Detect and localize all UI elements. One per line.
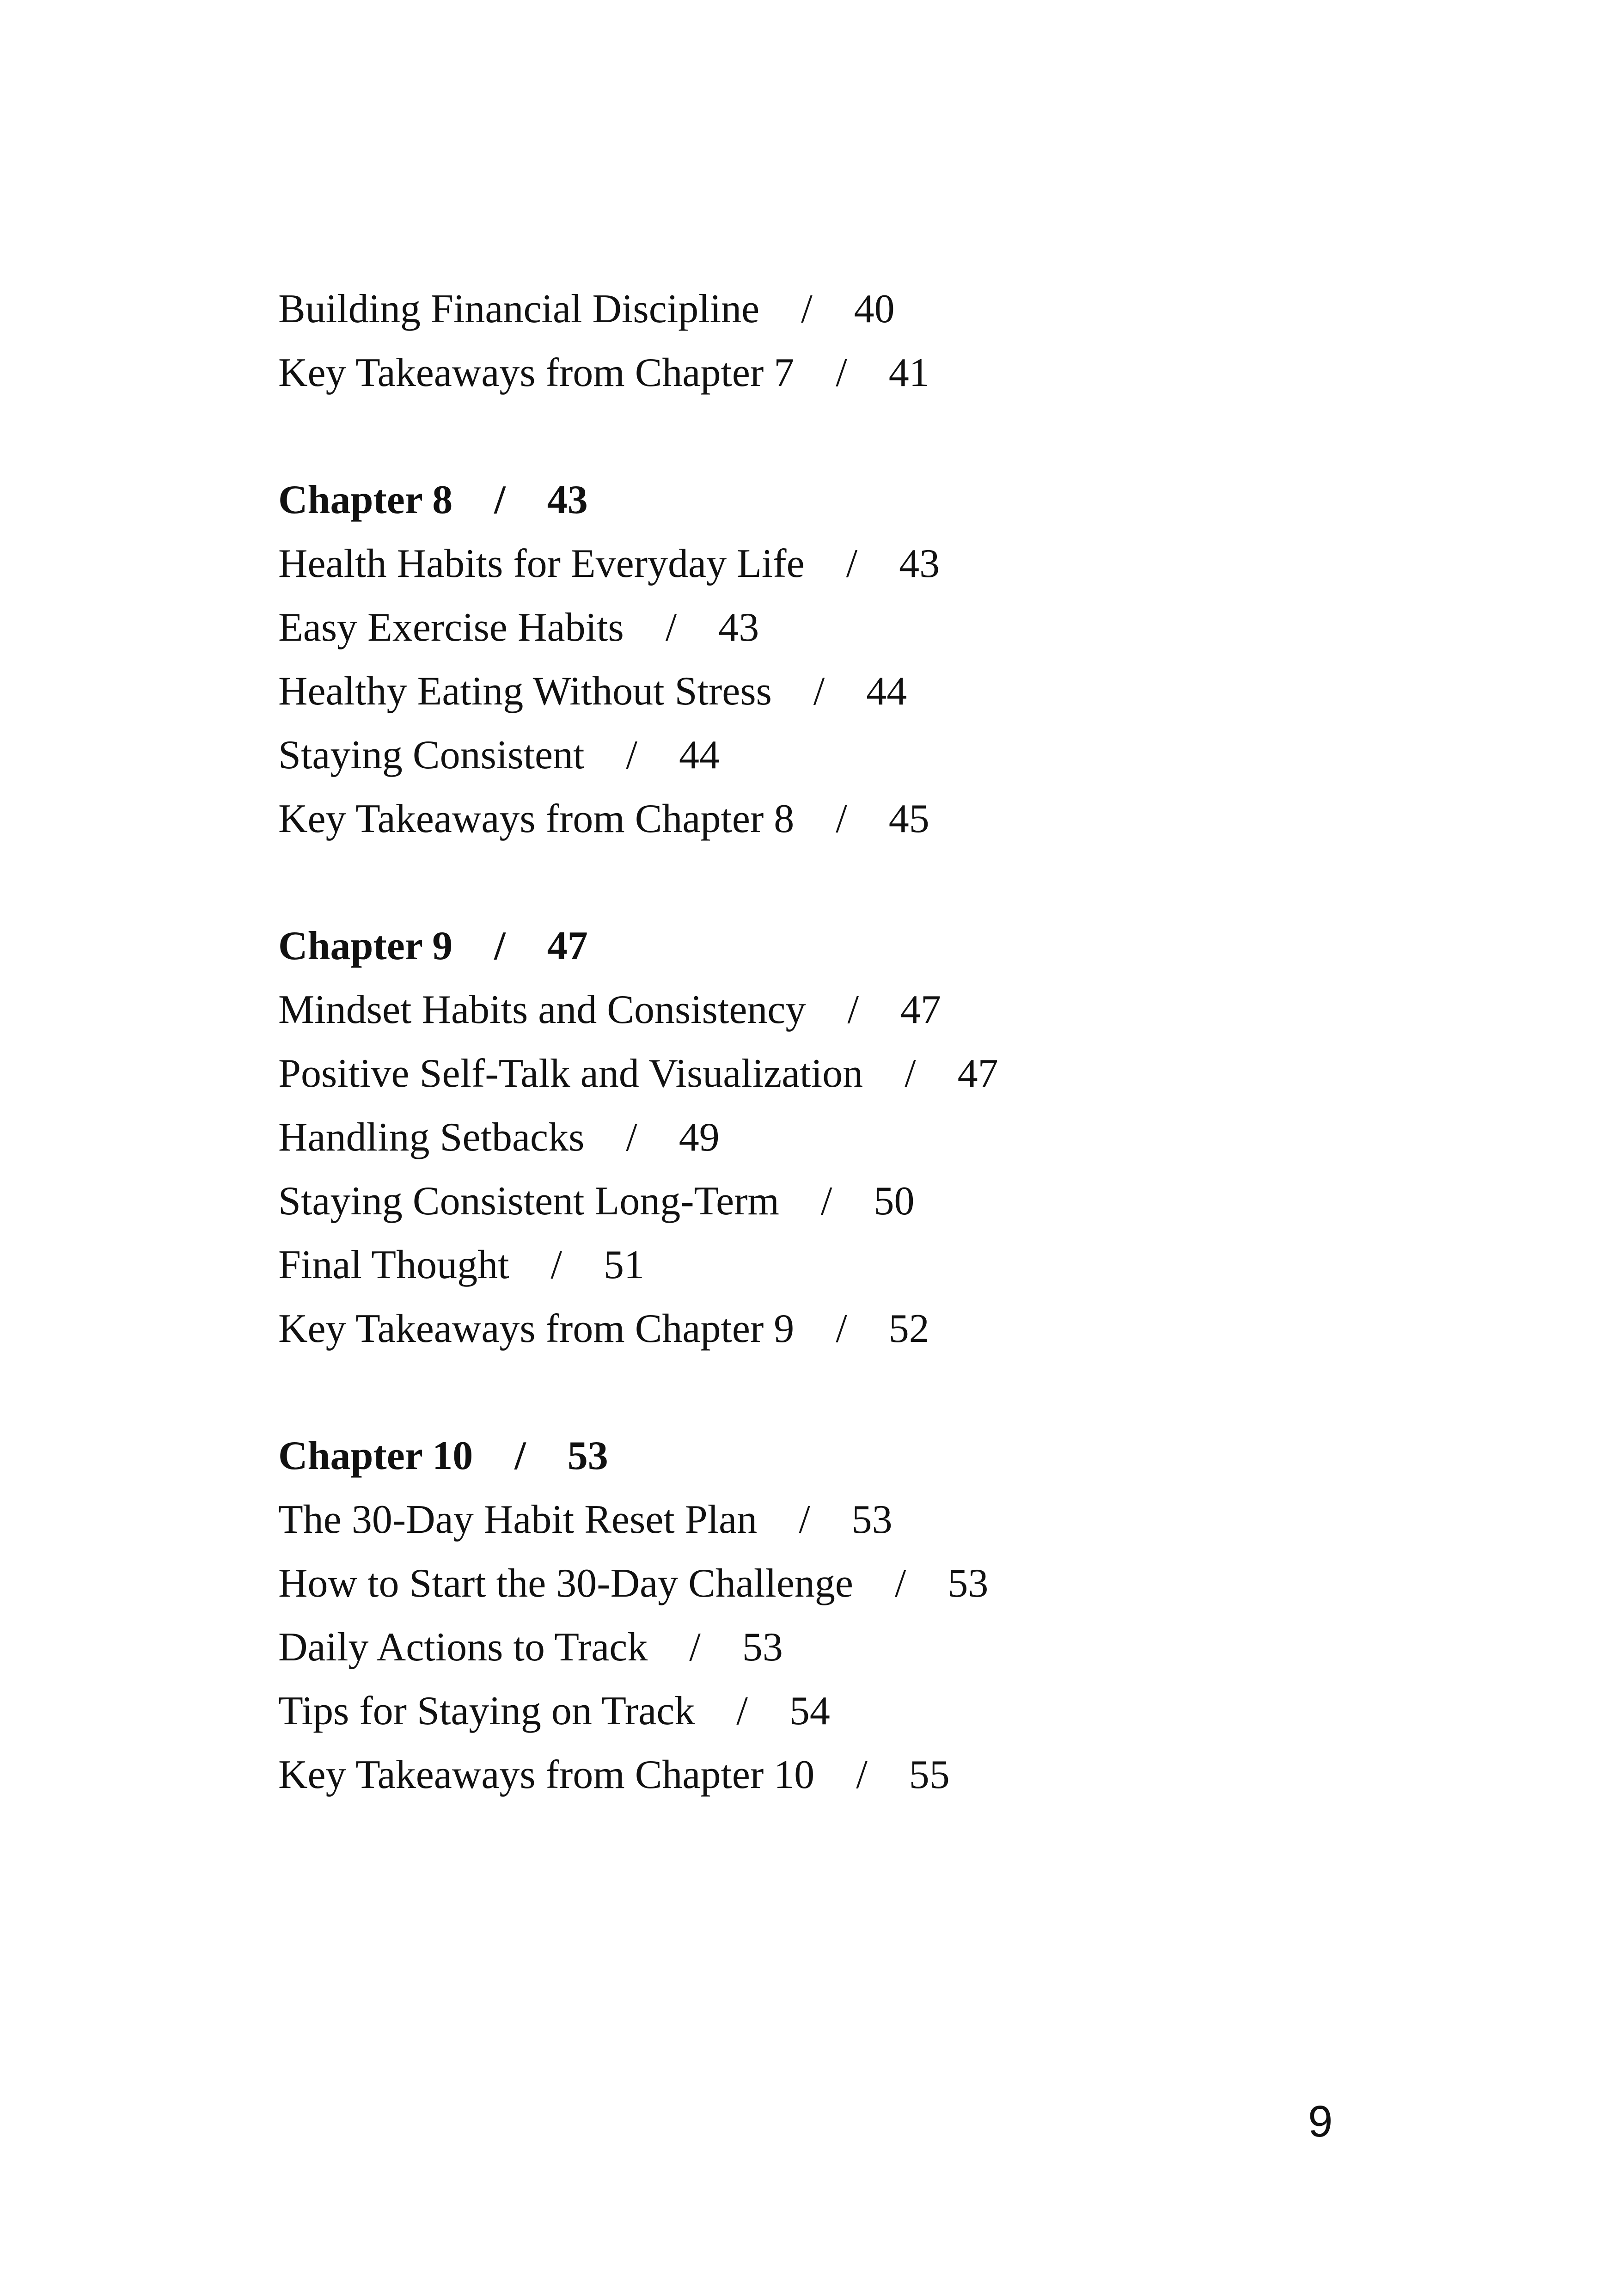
toc-separator: / xyxy=(894,1561,906,1606)
toc-entry-title: Healthy Eating Without Stress xyxy=(278,669,772,714)
toc-entry-title: Building Financial Discipline xyxy=(278,287,760,331)
toc-entry[interactable] xyxy=(278,723,1480,787)
toc-separator: / xyxy=(836,796,847,841)
toc-entry-page: 53 xyxy=(948,1561,989,1606)
toc-entry[interactable] xyxy=(278,1743,1480,1807)
toc-group-chapter-7-continued xyxy=(278,277,1480,405)
toc-entry-title: Mindset Habits and Consistency xyxy=(278,987,806,1032)
toc-entry[interactable] xyxy=(278,1042,1480,1106)
toc-group-chapter-10 xyxy=(278,1424,1480,1807)
toc-entry[interactable] xyxy=(278,1679,1480,1743)
toc-separator: / xyxy=(626,733,637,778)
table-of-contents xyxy=(278,277,1480,1870)
toc-entry-title: Final Thought xyxy=(278,1243,509,1287)
toc-entry-page: 55 xyxy=(909,1752,950,1797)
toc-chapter-title: Chapter 10 xyxy=(278,1433,473,1478)
toc-separator: / xyxy=(856,1752,868,1797)
toc-entry-title: Positive Self-Talk and Visualization xyxy=(278,1051,863,1096)
toc-entry-page: 43 xyxy=(899,541,940,586)
toc-entry-page: 47 xyxy=(957,1051,998,1096)
toc-entry-page: 49 xyxy=(679,1115,720,1160)
toc-entry[interactable] xyxy=(278,1169,1480,1233)
toc-entry[interactable] xyxy=(278,1297,1480,1361)
toc-separator: / xyxy=(836,1306,847,1351)
toc-chapter-title: Chapter 8 xyxy=(278,478,453,522)
toc-chapter-heading[interactable] xyxy=(278,914,1480,978)
toc-entry[interactable] xyxy=(278,1616,1480,1679)
toc-entry[interactable] xyxy=(278,1552,1480,1616)
toc-entry-title: Key Takeaways from Chapter 9 xyxy=(278,1306,795,1351)
toc-entry-title: Key Takeaways from Chapter 8 xyxy=(278,796,795,841)
toc-group-chapter-8 xyxy=(278,468,1480,851)
page-number: 9 xyxy=(1308,2097,1333,2146)
toc-entry-title: How to Start the 30-Day Challenge xyxy=(278,1561,853,1606)
toc-entry-title: Health Habits for Everyday Life xyxy=(278,541,805,586)
toc-entry[interactable] xyxy=(278,978,1480,1042)
toc-entry-title: Tips for Staying on Track xyxy=(278,1689,695,1733)
toc-entry-page: 40 xyxy=(854,287,895,331)
toc-separator: / xyxy=(689,1625,701,1670)
toc-entry-title: Key Takeaways from Chapter 7 xyxy=(278,350,795,395)
toc-chapter-page: 43 xyxy=(547,478,588,522)
toc-separator: / xyxy=(494,478,506,522)
toc-entry-page: 45 xyxy=(888,796,929,841)
toc-group-chapter-9 xyxy=(278,914,1480,1361)
toc-entry-page: 53 xyxy=(851,1497,893,1542)
toc-chapter-heading[interactable] xyxy=(278,468,1480,532)
toc-separator: / xyxy=(905,1051,916,1096)
toc-separator: / xyxy=(736,1689,748,1733)
toc-separator: / xyxy=(514,1433,526,1478)
toc-entry-page: 52 xyxy=(888,1306,929,1351)
toc-entry-page: 51 xyxy=(603,1243,644,1287)
toc-separator: / xyxy=(847,987,859,1032)
toc-entry-page: 44 xyxy=(679,733,720,778)
toc-entry-title: The 30-Day Habit Reset Plan xyxy=(278,1497,758,1542)
toc-entry-title: Staying Consistent xyxy=(278,733,585,778)
toc-entry[interactable] xyxy=(278,1106,1480,1169)
toc-entry-page: 43 xyxy=(718,605,759,650)
toc-separator: / xyxy=(801,287,813,331)
toc-entry-page: 44 xyxy=(866,669,907,714)
toc-entry-title: Staying Consistent Long-Term xyxy=(278,1179,779,1224)
toc-entry-title: Easy Exercise Habits xyxy=(278,605,624,650)
toc-chapter-page: 47 xyxy=(547,924,588,968)
toc-chapter-heading[interactable] xyxy=(278,1424,1480,1488)
toc-separator: / xyxy=(550,1243,562,1287)
toc-entry-page: 50 xyxy=(874,1179,915,1224)
toc-entry-page: 47 xyxy=(900,987,941,1032)
toc-separator: / xyxy=(494,924,506,968)
toc-entry[interactable] xyxy=(278,532,1480,596)
toc-separator: / xyxy=(626,1115,637,1160)
toc-entry-title: Handling Setbacks xyxy=(278,1115,585,1160)
toc-entry-page: 53 xyxy=(742,1625,783,1670)
toc-separator: / xyxy=(836,350,847,395)
toc-separator: / xyxy=(846,541,858,586)
toc-chapter-title: Chapter 9 xyxy=(278,924,453,968)
toc-entry[interactable] xyxy=(278,1233,1480,1297)
toc-separator: / xyxy=(813,669,825,714)
toc-entry[interactable] xyxy=(278,341,1480,405)
toc-entry[interactable] xyxy=(278,1488,1480,1552)
toc-entry[interactable] xyxy=(278,596,1480,660)
toc-entry[interactable] xyxy=(278,660,1480,723)
toc-entry[interactable] xyxy=(278,787,1480,851)
toc-entry-title: Daily Actions to Track xyxy=(278,1625,648,1670)
toc-entry-title: Key Takeaways from Chapter 10 xyxy=(278,1752,815,1797)
toc-separator: / xyxy=(799,1497,810,1542)
toc-separator: / xyxy=(665,605,677,650)
toc-separator: / xyxy=(820,1179,832,1224)
toc-entry[interactable] xyxy=(278,277,1480,341)
toc-chapter-page: 53 xyxy=(567,1433,608,1478)
toc-entry-page: 54 xyxy=(789,1689,830,1733)
toc-entry-page: 41 xyxy=(888,350,929,395)
